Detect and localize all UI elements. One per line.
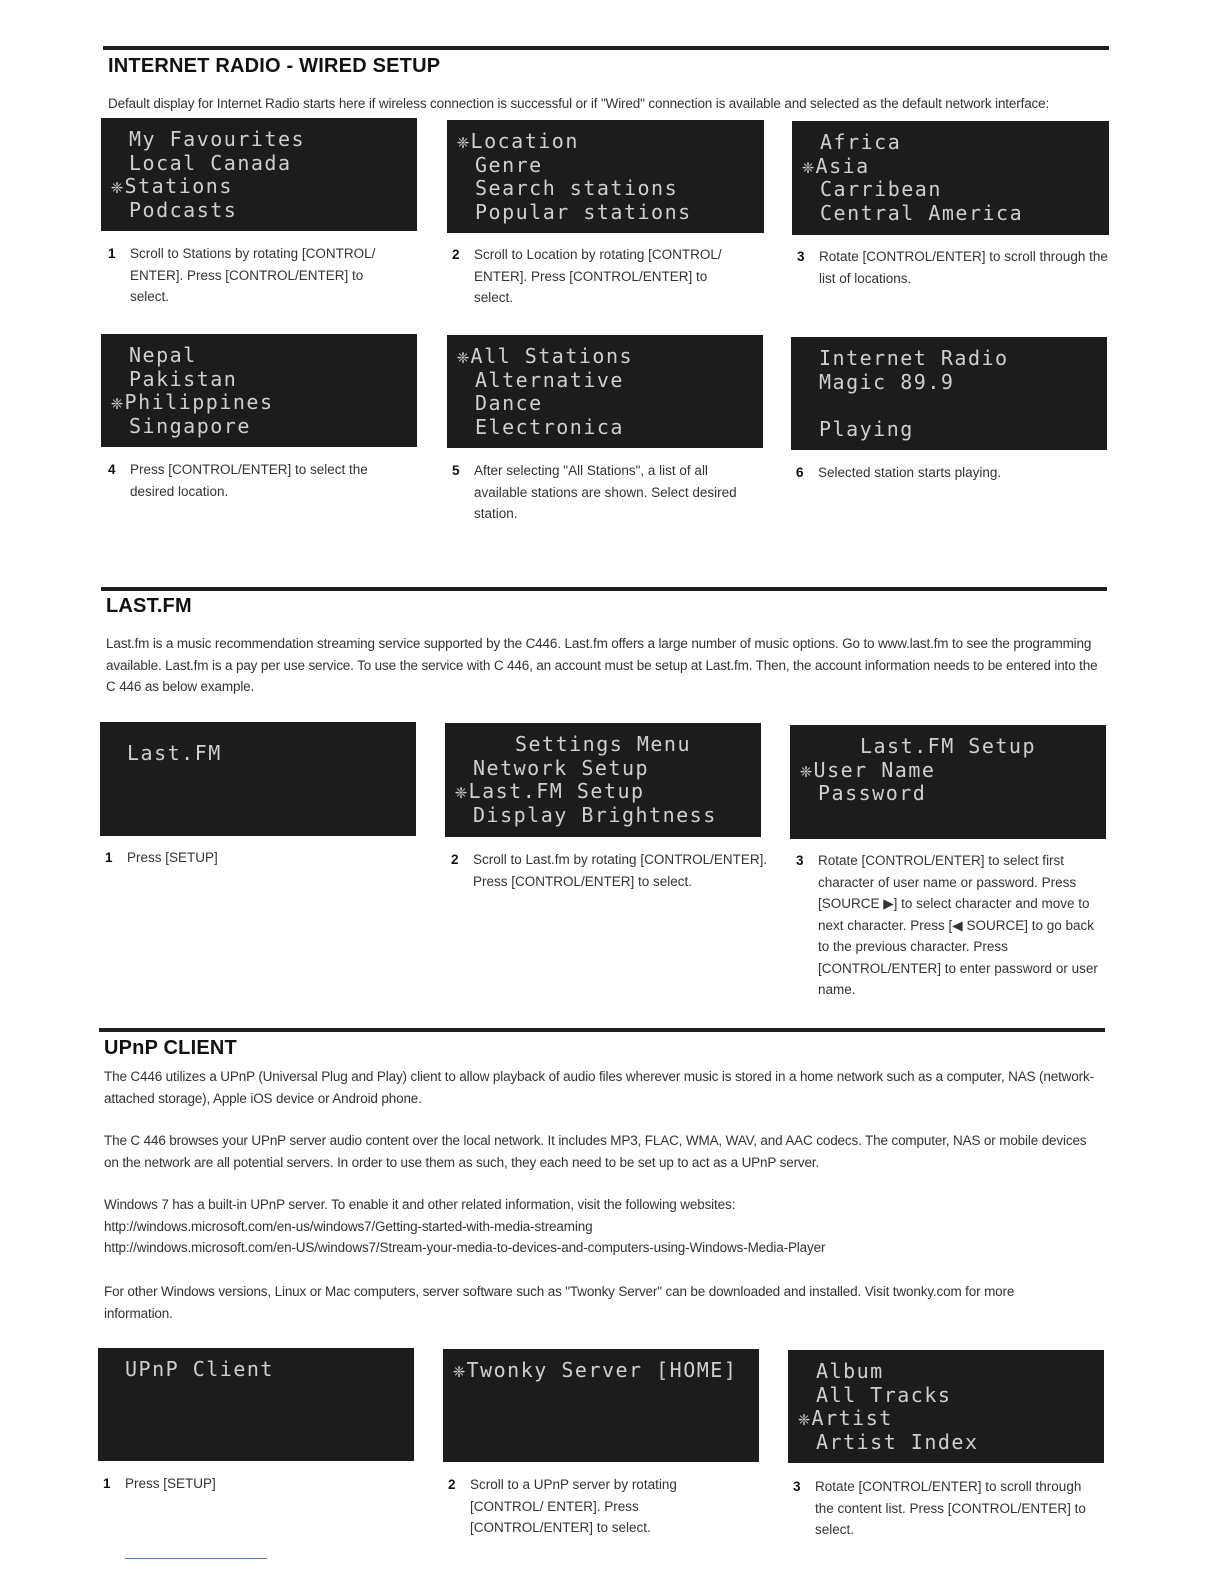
para-upnp-windows7: Windows 7 has a built-in UPnP server. To enable it and other related information, visit the following websites: bbox=[104, 1197, 736, 1212]
lcd-screen-asia-countries bbox=[101, 334, 417, 447]
step-number: 6 bbox=[796, 465, 804, 480]
step-4-internet-radio bbox=[108, 459, 408, 502]
lcd-line: Africa bbox=[820, 130, 902, 154]
lcd-screen-lastfm-setup bbox=[790, 725, 1106, 839]
lcd-line: Central America bbox=[820, 200, 1024, 225]
heading-internet-radio: INTERNET RADIO - WIRED SETUP bbox=[108, 55, 441, 77]
step-text: Rotate [CONTROL/ENTER] to select first character of user name or password. Press [SOURCE ▶] to select character and move to next character. Press [◀ SOURCE] to go back to the previous character. Press [CONTROL/ENTER] to enter password or user name. bbox=[818, 853, 1098, 997]
lcd-line: Album bbox=[816, 1359, 884, 1383]
step-text: Press [CONTROL/ENTER] to select the desired location. bbox=[130, 462, 368, 499]
lcd-line: Carribean bbox=[820, 177, 942, 201]
lcd-line-blank bbox=[801, 394, 1097, 418]
para-upnp-other-os: For other Windows versions, Linux or Mac computers, server software such as "Twonky Server" can be downloaded and installed. Visit twonky.com for more information. bbox=[104, 1284, 1015, 1321]
heading-lastfm: LAST.FM bbox=[106, 595, 192, 617]
step-text: Scroll to a UPnP server by rotating [CONTROL/ ENTER]. Press [CONTROL/ENTER] to select. bbox=[470, 1477, 677, 1535]
step-number: 5 bbox=[452, 463, 460, 478]
step-1-upnp bbox=[103, 1473, 403, 1495]
lcd-line: Display Brightness bbox=[473, 802, 717, 827]
step-number: 4 bbox=[108, 462, 116, 477]
step-number: 3 bbox=[797, 249, 805, 264]
step-2-internet-radio bbox=[452, 244, 752, 309]
lcd-line: UPnP Client bbox=[125, 1357, 274, 1381]
step-text: Press [SETUP] bbox=[125, 1476, 216, 1491]
lcd-line-title: Last.FM Setup bbox=[859, 734, 1037, 758]
step-3-upnp bbox=[793, 1476, 1093, 1541]
lcd-line-selected: ❈All Stations bbox=[457, 344, 634, 368]
step-number: 2 bbox=[452, 247, 460, 262]
lcd-line-selected: ❈Stations bbox=[111, 174, 233, 198]
lcd-line: Dance bbox=[475, 391, 543, 415]
lcd-line: Local Canada bbox=[129, 150, 292, 175]
step-number: 1 bbox=[105, 850, 113, 865]
lcd-line: Last.FM bbox=[127, 741, 222, 765]
lcd-line: Magic 89.9 bbox=[819, 369, 955, 394]
lcd-screen-content-list bbox=[788, 1350, 1104, 1463]
section-rule-upnp bbox=[99, 1028, 1105, 1032]
step-3-internet-radio bbox=[797, 246, 1108, 289]
step-1-internet-radio bbox=[108, 243, 408, 308]
step-text: Scroll to Stations by rotating [CONTROL/ ENTER]. Press [CONTROL/ENTER] to select. bbox=[130, 246, 376, 304]
step-text: Rotate [CONTROL/ENTER] to scroll through the content list. Press [CONTROL/ENTER] to select. bbox=[815, 1479, 1086, 1537]
step-6-internet-radio bbox=[796, 462, 1096, 484]
lcd-line-selected: ❈Last.FM Setup bbox=[455, 779, 645, 803]
lcd-line: Podcasts bbox=[129, 197, 238, 222]
lcd-line: Genre bbox=[475, 152, 543, 177]
step-2-lastfm bbox=[451, 849, 768, 892]
heading-upnp: UPnP CLIENT bbox=[104, 1037, 237, 1059]
section-rule-lastfm bbox=[101, 587, 1107, 591]
lcd-screen-genres bbox=[447, 335, 763, 448]
lcd-line: Artist Index bbox=[816, 1429, 979, 1454]
step-number: 2 bbox=[448, 1477, 456, 1492]
lcd-line: Electronica bbox=[475, 414, 624, 439]
lcd-line: Pakistan bbox=[129, 366, 238, 391]
step-number: 1 bbox=[103, 1476, 111, 1491]
step-text: Scroll to Last.fm by rotating [CONTROL/ENTER]. Press [CONTROL/ENTER] to select. bbox=[473, 852, 768, 889]
lcd-line: Password bbox=[818, 781, 927, 805]
lcd-line: Nepal bbox=[129, 343, 197, 367]
link-url-media-streaming[interactable]: http://windows.microsoft.com/en-us/windows7/Getting-started-with-media-streaming bbox=[104, 1219, 593, 1234]
step-number: 2 bbox=[451, 852, 459, 867]
step-1-lastfm bbox=[105, 847, 405, 869]
lcd-screen-location bbox=[447, 120, 764, 233]
lcd-line: Internet Radio bbox=[819, 346, 1009, 370]
lcd-line-selected: ❈Artist bbox=[798, 1406, 893, 1430]
para-upnp-browsing: The C 446 browses your UPnP server audio content over the local network. It includes MP3, FLAC, WMA, WAV, and AAC codecs. The computer, NAS or mobile devices on the network are all potential servers. In order to use them as such, they each need to be set up to act as a UPnP server. bbox=[104, 1133, 1087, 1170]
intro-lastfm: Last.fm is a music recommendation streaming service supported by the C446. Last.fm offers a large number of music options. Go to www.last.fm to see the programming available. Last.fm is a pay per use service. To use the service with C 446, an account must be setup at Last.fm. Then, the account information needs to be entered into the C 446 as below example. bbox=[106, 636, 1098, 694]
lcd-screen-settings-menu bbox=[445, 723, 761, 837]
lcd-line: Playing bbox=[819, 416, 914, 441]
step-2-upnp bbox=[448, 1474, 748, 1539]
lcd-line: My Favourites bbox=[129, 127, 306, 151]
lcd-line-selected: ❈Asia bbox=[802, 153, 870, 178]
lcd-line-selected: ❈User Name bbox=[800, 757, 936, 782]
step-text: Rotate [CONTROL/ENTER] to scroll through the list of locations. bbox=[819, 249, 1108, 286]
lcd-line: Network Setup bbox=[473, 755, 650, 780]
lcd-line: Singapore bbox=[129, 413, 251, 438]
step-number: 3 bbox=[796, 853, 804, 868]
lcd-screen-lastfm bbox=[100, 722, 416, 836]
lcd-screen-stations bbox=[101, 118, 417, 231]
lcd-screen-regions bbox=[792, 121, 1109, 235]
lcd-line-selected: ❈Location bbox=[457, 129, 579, 153]
step-text: Scroll to Location by rotating [CONTROL/ ENTER]. Press [CONTROL/ENTER] to select. bbox=[474, 247, 722, 305]
step-number: 3 bbox=[793, 1479, 801, 1494]
step-5-internet-radio bbox=[452, 460, 752, 525]
lcd-line-selected: ❈Philippines bbox=[111, 390, 274, 414]
lcd-line: Alternative bbox=[475, 367, 624, 392]
para-upnp-overview: The C446 utilizes a UPnP (Universal Plug and Play) client to allow playback of audio files wherever music is stored in a home network such as a computer, NAS (network-attached storage), Apple iOS device or Android phone. bbox=[104, 1069, 1094, 1106]
lcd-line: All Tracks bbox=[816, 1382, 952, 1407]
lcd-line: Popular stations bbox=[475, 199, 692, 224]
lcd-screen-upnp-client bbox=[98, 1348, 414, 1461]
lcd-screen-twonky bbox=[443, 1349, 759, 1462]
lcd-line: Search stations bbox=[475, 176, 679, 200]
link-url-stream-media[interactable]: http://windows.microsoft.com/en-US/windows7/Stream-your-media-to-devices-and-computers-using-Windows-Media-Player bbox=[104, 1240, 826, 1255]
lcd-line-selected: ❈Twonky Server [HOME] bbox=[453, 1358, 738, 1382]
step-text: Selected station starts playing. bbox=[818, 465, 1002, 480]
step-text: After selecting "All Stations", a list of all available stations are shown. Select desired station. bbox=[474, 463, 737, 521]
step-number: 1 bbox=[108, 246, 116, 261]
section-rule-internet-radio bbox=[103, 46, 1109, 50]
step-3-lastfm bbox=[796, 850, 1096, 1001]
intro-internet-radio: Default display for Internet Radio starts here if wireless connection is successful or if "Wired" connection is available and selected as the default network interface: bbox=[108, 96, 1050, 111]
lcd-line-title: Settings Menu bbox=[514, 732, 692, 756]
lcd-screen-playing bbox=[791, 337, 1107, 450]
step-text: Press [SETUP] bbox=[127, 850, 218, 865]
footer-link-rule bbox=[125, 1558, 267, 1559]
